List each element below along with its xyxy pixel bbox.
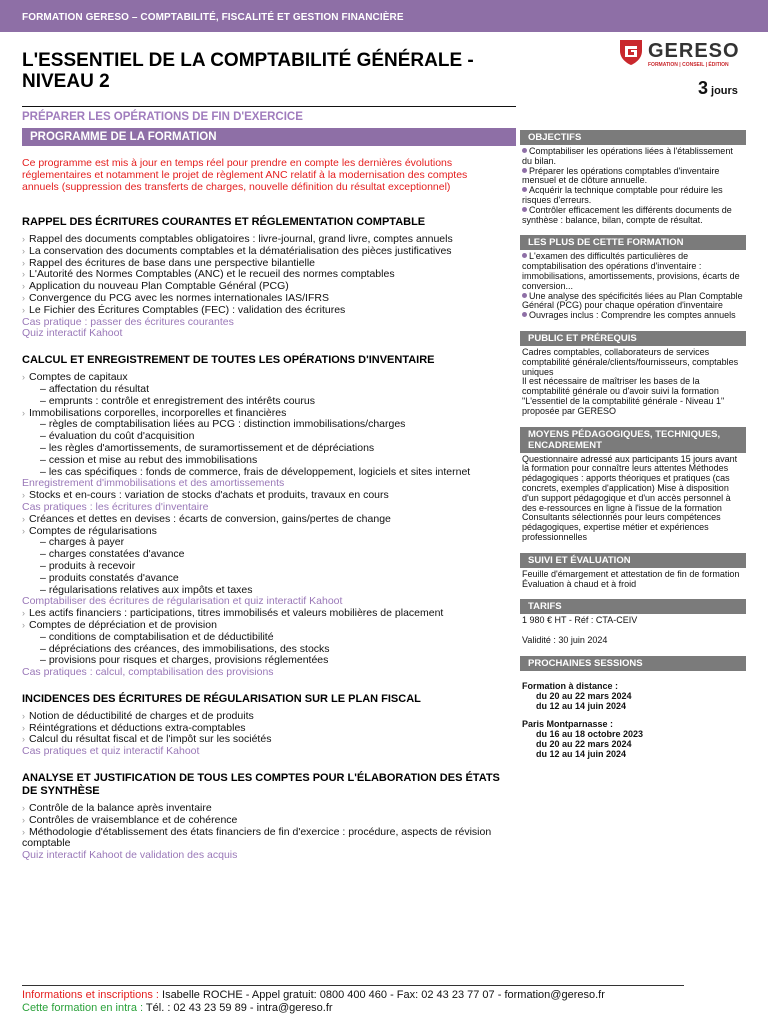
item-text: Méthodologie d'établissement des états financiers de fin d'exercice : procédure, aspects de révision comptable	[22, 825, 492, 850]
chevron-right-icon: ›	[22, 269, 25, 280]
program-section	[22, 772, 502, 862]
methods-text: Questionnaire adressé aux participants 15 jours avant la formation pour connaître leurs attentes Méthodes pédagogiques : apports théoriques et pratiques (cas concrets, exemples d'application) Mise à disposition d'un support pédagogique et d'un accès personnel à des e-ressources en ligne à l'issue de la formation Consultants sélectionnés pour leurs compétences pédagogiques, expertise métier et expériences professionnelles	[522, 453, 738, 542]
evaluation-text-1: Feuille d'émargement et attestation de fin de formation	[522, 568, 740, 579]
item-text: dépréciations des créances, des immobilisations, des stocks	[48, 642, 330, 655]
highlights-box	[520, 235, 746, 331]
chevron-right-icon: ›	[22, 257, 25, 268]
purple-dot-icon	[522, 168, 527, 173]
sessions-box	[520, 656, 746, 769]
audience-box	[520, 331, 746, 427]
highlights-list	[520, 250, 746, 331]
item-text: Calcul du résultat fiscal et de l'impôt sur les sociétés	[29, 733, 272, 746]
dash-icon: –	[40, 453, 46, 466]
dash-icon: –	[40, 536, 46, 549]
banner-text: FORMATION GERESO – COMPTABILITÉ, FISCALITÉ ET GESTION FINANCIÈRE	[22, 12, 404, 23]
audience-text: Cadres comptables, collaborateurs de services comptabilité générale/clients/fournisseurs, comptables uniques	[522, 346, 739, 377]
item-text: les règles d'amortissements, de suramortissement et de dépréciations	[48, 441, 375, 454]
footer-intra-label: Cette formation en intra :	[22, 1002, 144, 1014]
activity-item	[22, 667, 502, 679]
purple-dot-icon	[522, 187, 527, 192]
chevron-right-icon: ›	[22, 803, 25, 814]
chevron-right-icon: ›	[22, 490, 25, 501]
item-text: conditions de comptabilisation et de déductibilité	[48, 630, 274, 643]
item-text: régularisations relatives aux impôts et taxes	[48, 583, 253, 596]
purple-dot-icon	[522, 312, 527, 317]
item-text: Cas pratiques et quiz interactif Kahoot	[22, 745, 200, 758]
methods-box	[520, 427, 746, 553]
gereso-logo	[618, 38, 748, 68]
objectives-list	[520, 145, 746, 235]
chevron-right-icon: ›	[22, 826, 25, 837]
dash-icon: –	[40, 418, 46, 431]
item-text: cession et mise au rebut des immobilisations	[48, 453, 258, 466]
program-intro: Ce programme est mis à jour en temps réel pour prendre en compte les dernières évolutions réglementaires et notamment le projet de règlement ANC relatif à la modernisation des comptes annuels (suppression des transferts de charges, nouvelle définition du résultat exceptionnel)	[22, 157, 468, 193]
chevron-right-icon: ›	[22, 710, 25, 721]
activity-item	[22, 850, 502, 862]
sidebar	[520, 130, 746, 769]
top-banner	[0, 0, 768, 32]
bullet-item	[522, 206, 744, 226]
chevron-right-icon: ›	[22, 234, 25, 244]
bullet-text: L'examen des difficultés particulières de comptabilisation des opérations d'inventaire : immobilisations, amortissements, provisions, écarts de conversion...	[522, 251, 740, 291]
activity-item	[22, 746, 502, 758]
item-text: Notion de déductibilité de charges et de produits	[29, 709, 254, 722]
section-title: CALCUL ET ENREGISTREMENT DE TOUTES LES OPÉRATIONS D'INVENTAIRE	[22, 354, 435, 367]
duration	[698, 78, 738, 99]
item-text: Rappel des documents comptables obligatoires : livre-journal, grand livre, comptes annuels	[29, 233, 453, 245]
item-text: Cas pratique : passer des écritures courantes	[22, 315, 234, 328]
gereso-shield-icon	[618, 38, 644, 66]
program-heading: PROGRAMME DE LA FORMATION	[30, 131, 217, 143]
section-title: INCIDENCES DES ÉCRITURES DE RÉGULARISATION SUR LE PLAN FISCAL	[22, 692, 421, 705]
chevron-right-icon: ›	[22, 292, 25, 303]
item-text: charges à payer	[48, 536, 125, 549]
dash-icon: –	[40, 630, 46, 643]
dash-icon: –	[40, 441, 46, 454]
objectives-box	[520, 130, 746, 235]
item-text: Créances et dettes en devises : écarts de conversion, gains/pertes de change	[29, 512, 391, 525]
item-text: Enregistrement d'immobilisations et des amortissements	[22, 477, 285, 490]
title-line-1: L'ESSENTIEL DE LA COMPTABILITÉ GÉNÉRALE -	[22, 50, 474, 71]
item-text: provisions pour risques et charges, provisions réglementées	[48, 654, 329, 667]
audience-heading: PUBLIC ET PRÉREQUIS	[520, 331, 746, 346]
dash-icon: –	[40, 465, 46, 478]
item-text: Cas pratiques : calcul, comptabilisation des provisions	[22, 666, 274, 679]
page-subtitle: PRÉPARER LES OPÉRATIONS DE FIN D'EXERCICE	[22, 111, 303, 123]
validity-text: Validité : 30 juin 2024	[522, 635, 608, 646]
program-section	[22, 354, 502, 679]
program-header	[22, 128, 516, 146]
session-date: du 12 au 14 juin 2024	[536, 748, 627, 759]
purple-dot-icon	[522, 293, 527, 298]
bullet-text: Une analyse des spécificités liées au Plan Comptable Général (PCG) pour chaque opération d'inventaire	[522, 290, 743, 311]
title-line-2: NIVEAU 2	[22, 71, 110, 92]
footer-intra	[22, 1002, 333, 1014]
item-text: Comptes de capitaux	[29, 371, 128, 384]
session-date: du 20 au 22 mars 2024	[536, 738, 632, 749]
item-text: Cas pratiques : les écritures d'inventaire	[22, 500, 209, 513]
item-text: Comptes de régularisations	[29, 524, 157, 537]
duration-value: 3	[698, 78, 709, 98]
item-text: Le Fichier des Écritures Comptables (FEC) : validation des écritures	[29, 303, 346, 316]
bullet-item	[522, 186, 744, 206]
dash-icon: –	[40, 430, 46, 443]
price-text: 1 980 € HT - Réf : CTA-CEIV	[522, 615, 638, 626]
chevron-right-icon: ›	[22, 814, 25, 825]
item-text: Stocks et en-cours : variation de stocks d'achats et produits, travaux en cours	[29, 489, 389, 502]
item-text: Application du nouveau Plan Comptable Général (PCG)	[29, 280, 289, 293]
chevron-right-icon: ›	[22, 608, 25, 619]
item-text: Contrôle de la balance après inventaire	[29, 802, 212, 815]
item-text: Réintégrations et déductions extra-comptables	[29, 721, 246, 734]
item-text: La conservation des documents comptables et la dématérialisation des pièces justificatives	[29, 244, 452, 257]
prerequisites-text: Il est nécessaire de maîtriser les bases de la comptabilité générale ou d'avoir suivi la formation "L'essentiel de la comptabilité générale - Niveau 1" proposée par GERESO	[522, 376, 725, 416]
methods-heading: MOYENS PÉDAGOGIQUES, TECHNIQUES, ENCADREMENT	[520, 427, 746, 453]
sessions-heading: PROCHAINES SESSIONS	[520, 656, 746, 671]
dash-icon: –	[40, 394, 46, 407]
session-location: Formation à distance :	[522, 680, 619, 691]
bullet-text: Ouvrages inclus : Comprendre les comptes annuels	[529, 310, 736, 321]
item-text: Convergence du PCG avec les normes internationales IAS/IFRS	[29, 291, 329, 304]
session-date: du 20 au 22 mars 2024	[536, 690, 632, 701]
purple-dot-icon	[522, 207, 527, 212]
purple-dot-icon	[522, 148, 527, 153]
bullet-item	[522, 292, 744, 312]
chevron-right-icon: ›	[22, 619, 25, 630]
footer-intra-text: Tél. : 02 43 23 59 89 - intra@gereso.fr	[143, 1002, 333, 1014]
item-text: Quiz interactif Kahoot	[22, 327, 123, 340]
item-text: affectation du résultat	[48, 382, 150, 395]
session-location: Paris Montparnasse :	[522, 718, 614, 729]
evaluation-box	[520, 553, 746, 600]
section-title: ANALYSE ET JUSTIFICATION DE TOUS LES COMPTES POUR L'ÉLABORATION DES ÉTATS DE SYNTHÈSE	[22, 772, 500, 798]
pricing-box	[520, 599, 746, 656]
dash-icon: –	[40, 382, 46, 395]
dash-icon: –	[40, 559, 46, 572]
title-divider	[22, 106, 516, 107]
chevron-right-icon: ›	[22, 513, 25, 524]
bullet-item	[522, 311, 744, 321]
chevron-right-icon: ›	[22, 722, 25, 733]
activity-item	[22, 328, 502, 340]
chevron-right-icon: ›	[22, 304, 25, 315]
pricing-heading: TARIFS	[520, 599, 746, 614]
chevron-right-icon: ›	[22, 407, 25, 418]
item-text: Les actifs financiers : participations, titres immobilisés et valeurs mobilières de placement	[29, 607, 444, 620]
item-text: L'Autorité des Normes Comptables (ANC) et le recueil des normes comptables	[29, 268, 395, 281]
item-text: règles de comptabilisation liées au PCG : distinction immobilisations/charges	[48, 418, 406, 431]
objectives-heading: OBJECTIFS	[520, 130, 746, 145]
sessions-list	[520, 671, 746, 769]
page-title	[22, 50, 522, 92]
purple-dot-icon	[522, 253, 527, 258]
item-text: Quiz interactif Kahoot de validation des acquis	[22, 849, 238, 862]
section-title: RAPPEL DES ÉCRITURES COURANTES ET RÉGLEMENTATION COMPTABLE	[22, 216, 426, 228]
chevron-right-icon: ›	[22, 245, 25, 256]
footer-info-text: Isabelle ROCHE - Appel gratuit: 0800 400 460 - Fax: 02 43 23 77 07 - formation@gereso.fr	[158, 989, 605, 1001]
session-date: du 12 au 14 juin 2024	[536, 700, 627, 711]
item-text: évaluation du coût d'acquisition	[48, 430, 195, 443]
chevron-right-icon: ›	[22, 281, 25, 292]
dash-icon: –	[40, 642, 46, 655]
item-text: produits à recevoir	[48, 559, 136, 572]
bullet-item	[522, 167, 744, 187]
item-text: Immobilisations corporelles, incorporelles et financières	[29, 406, 287, 419]
program-section	[22, 216, 502, 340]
list-item	[22, 827, 502, 851]
highlights-heading: LES PLUS DE CETTE FORMATION	[520, 235, 746, 250]
logo-wordmark: GERESO	[648, 40, 740, 62]
logo-tagline: FORMATION | CONSEIL | ÉDITION	[648, 62, 729, 68]
chevron-right-icon: ›	[22, 372, 25, 383]
duration-unit: jours	[711, 85, 738, 97]
bullet-item	[522, 252, 744, 291]
bullet-text: Acquérir la technique comptable pour réduire les risques d'erreurs.	[522, 185, 723, 205]
dash-icon: –	[40, 571, 46, 584]
item-text: charges constatées d'avance	[48, 548, 185, 561]
dash-icon: –	[40, 654, 46, 667]
evaluation-text-2: Évaluation à chaud et à froid	[522, 578, 637, 589]
item-text: Comptes de dépréciation et de provision	[29, 618, 217, 631]
program-content	[22, 216, 502, 876]
footer-info	[22, 989, 605, 1001]
item-text: Contrôles de vraisemblance et de cohérence	[29, 813, 238, 826]
item-text: produits constatés d'avance	[48, 571, 179, 584]
bullet-text: Préparer les opérations comptables d'inventaire mensuel et de clôture annuelle.	[522, 165, 720, 186]
chevron-right-icon: ›	[22, 525, 25, 536]
item-text: emprunts : contrôle et enregistrement des intérêts courus	[48, 394, 315, 407]
bullet-item	[522, 147, 744, 167]
item-text: les cas spécifiques : fonds de commerce, frais de développement, logiciels et sites internet	[48, 465, 471, 478]
bullet-text: Contrôler efficacement les différents documents de synthèse : balance, bilan, compte de résultat.	[522, 204, 732, 225]
item-text: Rappel des écritures de base dans une perspective bilantielle	[29, 256, 316, 269]
evaluation-heading: SUIVI ET ÉVALUATION	[520, 553, 746, 568]
bullet-text: Comptabiliser les opérations liées à l'établissement du bilan.	[522, 146, 733, 166]
session-date: du 16 au 18 octobre 2023	[536, 728, 644, 739]
footer-divider	[22, 985, 684, 986]
program-section	[22, 693, 502, 758]
item-text: Comptabiliser des écritures de régularisation et quiz interactif Kahoot	[22, 595, 343, 608]
chevron-right-icon: ›	[22, 734, 25, 745]
dash-icon: –	[40, 583, 46, 596]
footer-info-label: Informations et inscriptions :	[22, 989, 159, 1001]
dash-icon: –	[40, 548, 46, 561]
